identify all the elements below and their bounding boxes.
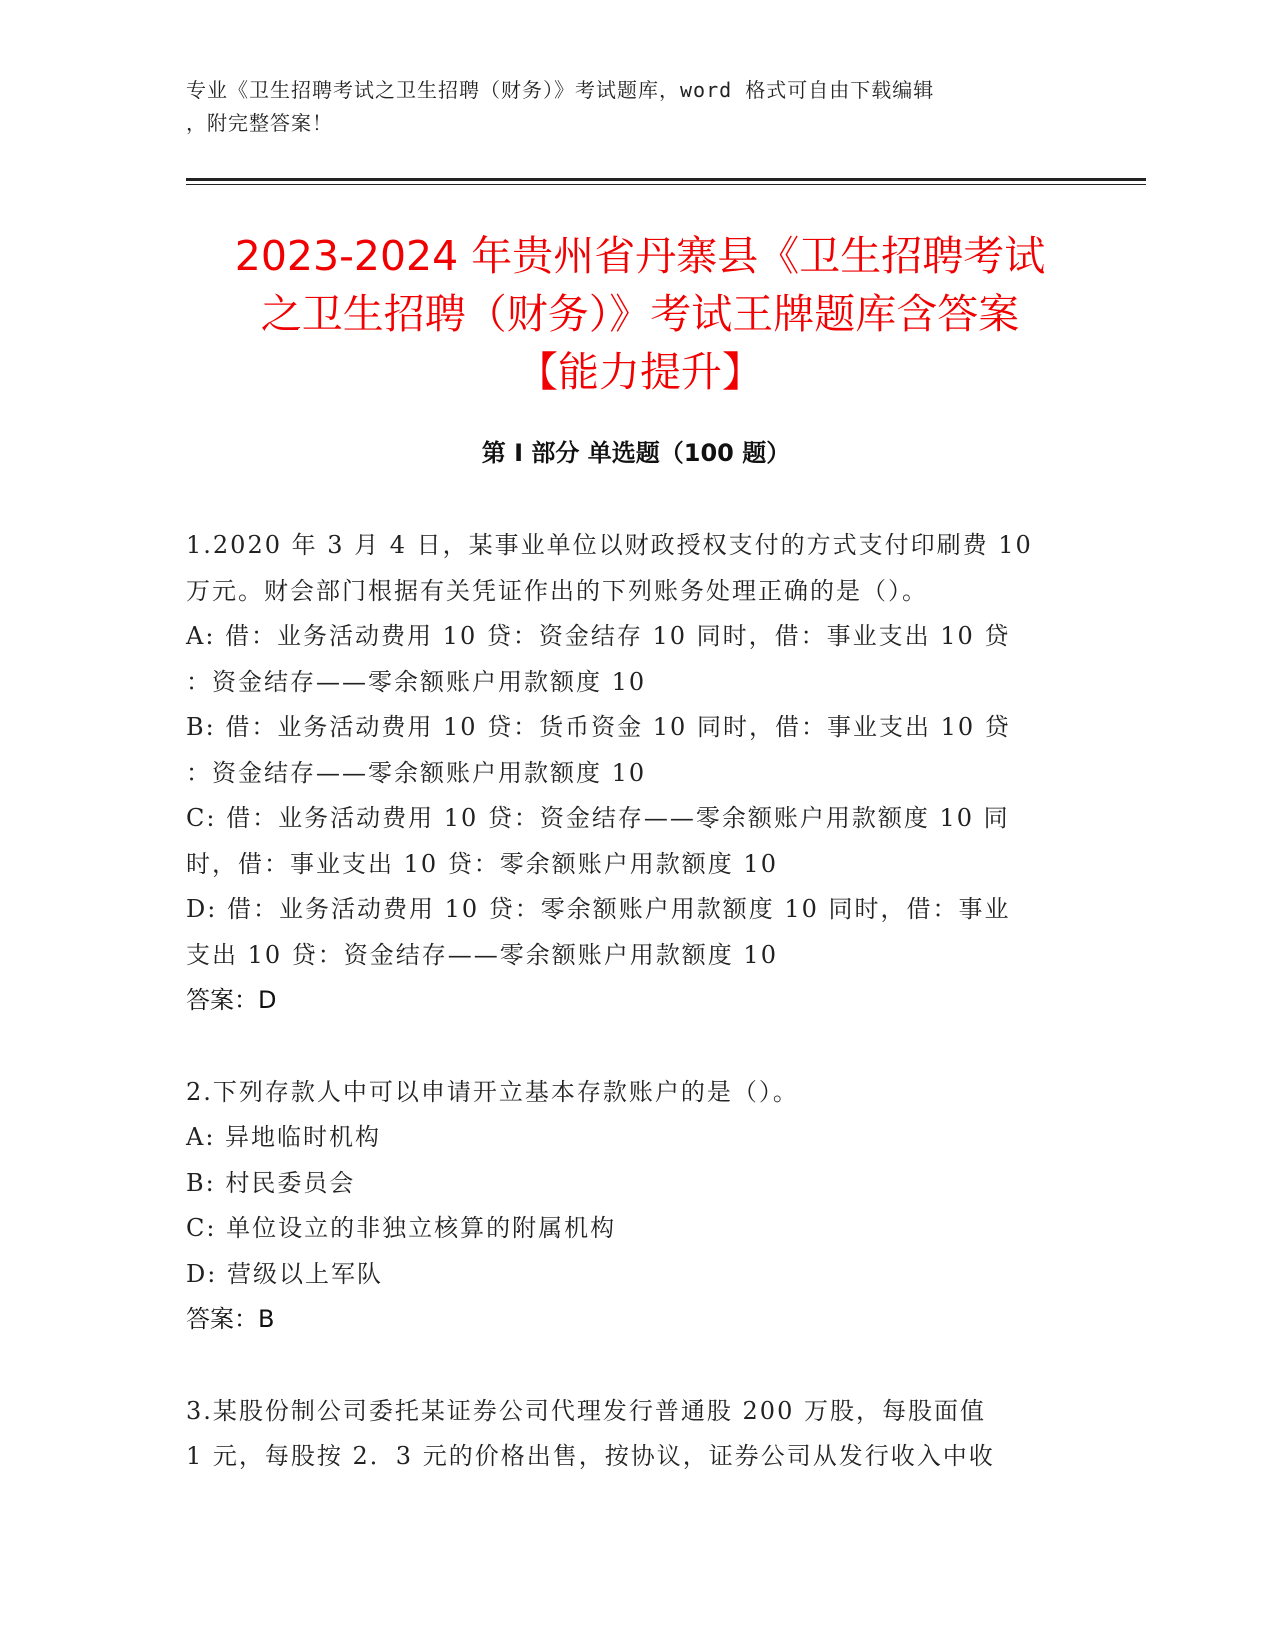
option-c-line: C: 单位设立的非独立核算的附属机构: [186, 1214, 617, 1242]
question-text-line: 1 元，每股按 2．3 元的价格出售，按协议，证券公司从发行收入中收: [186, 1442, 995, 1470]
question-text-line: 2.下列存款人中可以申请开立基本存款账户的是（）。: [186, 1077, 799, 1106]
option-d-line: 支出 10 贷：资金结存——零余额账户用款额度 10: [186, 940, 778, 969]
section-heading: 第 I 部分 单选题（100 题）: [481, 439, 791, 467]
header-note-line: ，附完整答案！: [186, 111, 333, 135]
option-a-line: A: 异地临时机构: [186, 1123, 382, 1151]
header-note-line: 专业《卫生招聘考试之卫生招聘（财务）》考试题库，word 格式可自由下载编辑: [186, 78, 935, 102]
title-line: 之卫生招聘（财务）》考试王牌题库含答案: [260, 290, 1020, 338]
option-b-line: B: 村民委员会: [186, 1168, 356, 1197]
question-text-line: 1.2020 年 3 月 4 日，某事业单位以财政授权支付的方式支付印刷费 10: [186, 531, 1033, 559]
question-text-line: 3.某股份制公司委托某证券公司代理发行普通股 200 万股，每股面值: [186, 1396, 986, 1425]
document-title: [150, 227, 1130, 401]
option-c-line: 时，借：事业支出 10 贷：零余额账户用款额度 10: [186, 849, 778, 878]
option-d-line: D: 借：业务活动费用 10 贷：零余额账户用款额度 10 同时，借：事业: [186, 895, 1011, 923]
question-text-line: 万元。财会部门根据有关凭证作出的下列账务处理正确的是（）。: [186, 576, 928, 605]
option-b-line: ：资金结存——零余额账户用款额度 10: [186, 758, 647, 787]
answer-label: 答案：D: [186, 986, 277, 1014]
header-note: [186, 74, 1066, 140]
option-d-line: D: 营级以上军队: [186, 1259, 383, 1288]
question-2: [186, 1070, 1081, 1343]
question-3: [186, 1389, 1081, 1480]
question-list: [186, 523, 1081, 1526]
title-line: 2023-2024 年贵州省丹寨县《卫生招聘考试: [234, 232, 1046, 280]
option-a-line: A: 借：业务活动费用 10 贷：资金结存 10 同时，借：事业支出 10 贷: [186, 622, 1011, 650]
question-1: [186, 523, 1081, 1024]
title-line: 【能力提升】: [517, 348, 763, 396]
option-c-line: C: 借：业务活动费用 10 贷：资金结存——零余额账户用款额度 10 同: [186, 804, 1010, 832]
answer-label: 答案：B: [186, 1305, 275, 1333]
header-divider-thin: [186, 184, 1146, 185]
header-divider-thick: [186, 178, 1146, 181]
option-a-line: ：资金结存——零余额账户用款额度 10: [186, 667, 647, 696]
option-b-line: B: 借：业务活动费用 10 贷：货币资金 10 同时，借：事业支出 10 贷: [186, 713, 1011, 741]
